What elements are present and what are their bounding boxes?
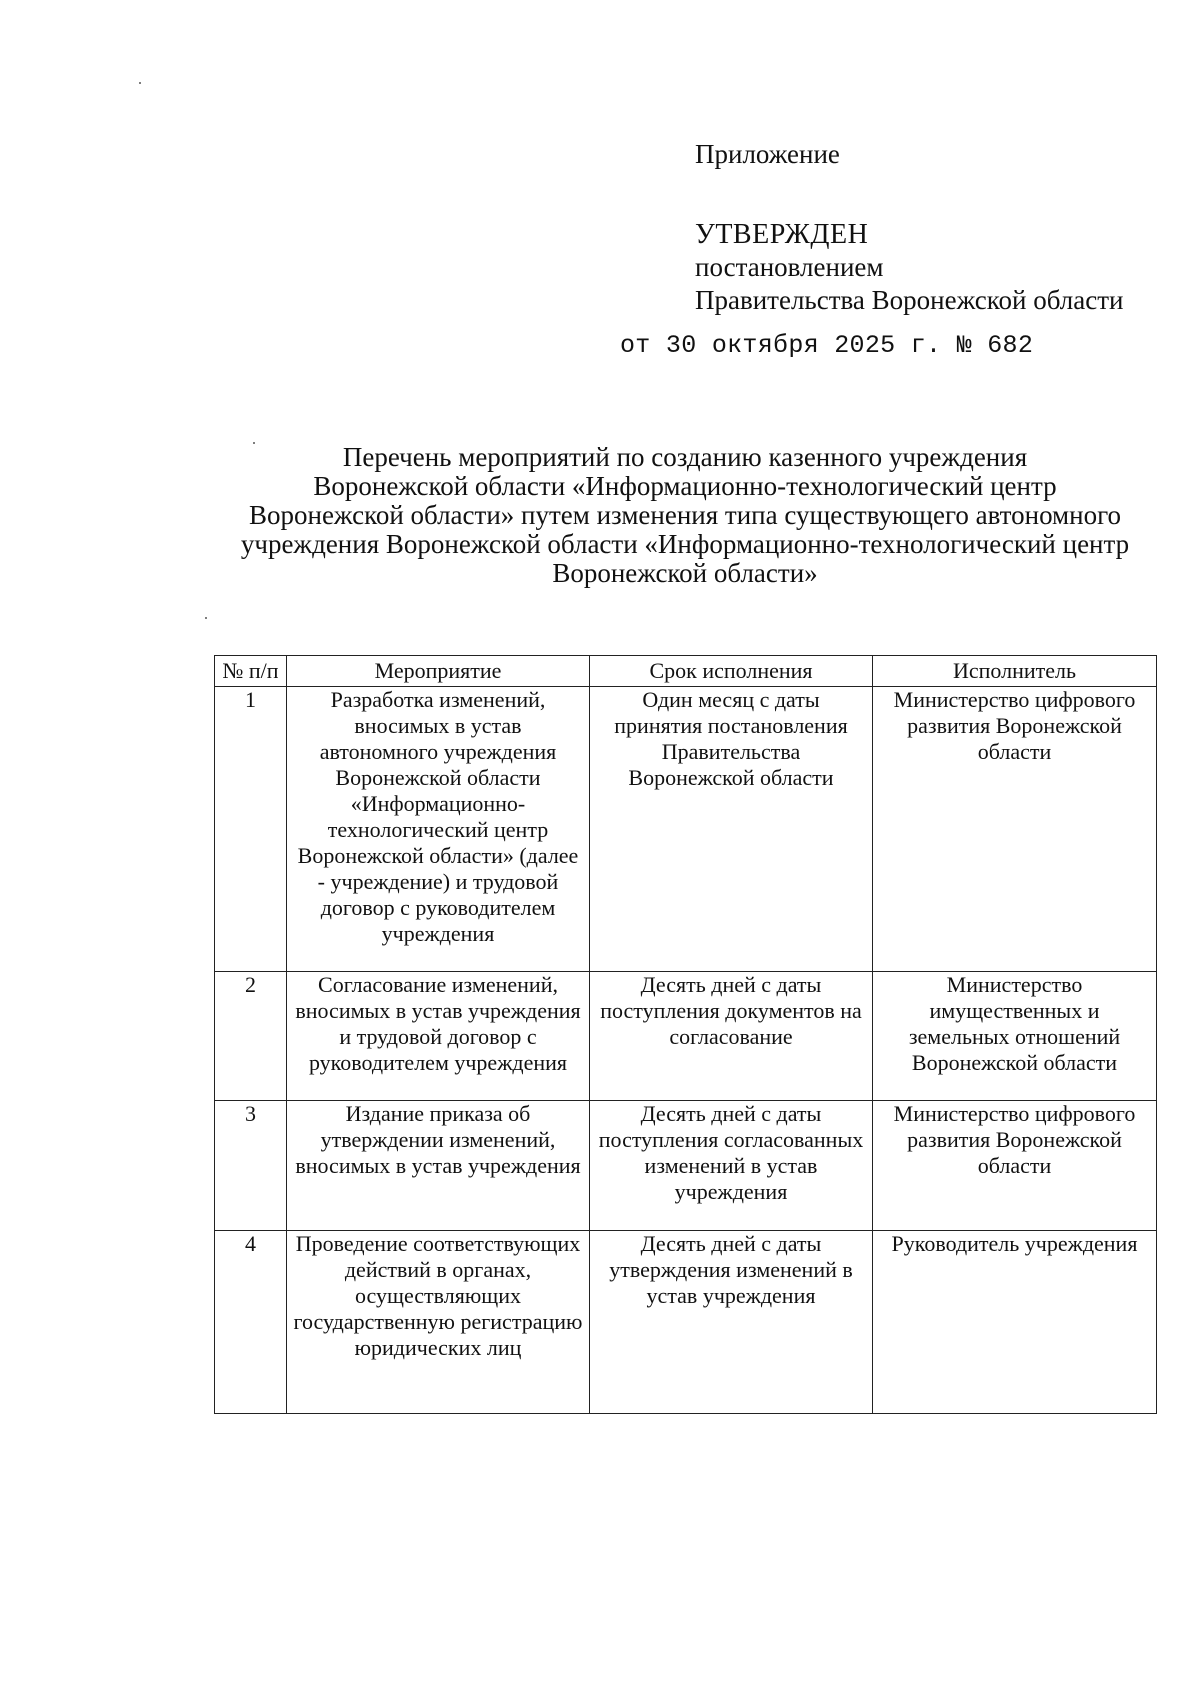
cell-executor: Министерство имущественных и земельных отношений Воронежской области [873, 972, 1157, 1101]
decree-label: постановлением [695, 252, 884, 282]
scan-speck [205, 617, 207, 619]
cell-number: 3 [215, 1101, 287, 1231]
column-header-executor: Исполнитель [873, 656, 1157, 687]
table-row [215, 1101, 1157, 1231]
cell-deadline: Один месяц с даты принятия постановления Правительства Воронежской области [590, 687, 873, 972]
title-line: учреждения Воронежской области «Информационно-технологический центр [240, 529, 1130, 559]
cell-executor: Министерство цифрового развития Воронежской области [873, 687, 1157, 972]
table-row [215, 687, 1157, 972]
cell-executor: Министерство цифрового развития Воронежской области [873, 1101, 1157, 1231]
cell-number: 1 [215, 687, 287, 972]
events-table [214, 655, 1157, 1414]
document-title [210, 443, 1160, 588]
cell-event: Разработка изменений, вносимых в устав автономного учреждения Воронежской области «Информационно-технологический центр Воронежской области» (далее - учреждение) и трудовой договор с руководителем учреждения [287, 687, 590, 972]
cell-executor: Руководитель учреждения [873, 1231, 1157, 1414]
cell-deadline: Десять дней с даты утверждения изменений в устав учреждения [590, 1231, 873, 1414]
column-header-number: № п/п [215, 656, 287, 687]
cell-event: Проведение соответствующих действий в органах, осуществляющих государственную регистрацию юридических лиц [287, 1231, 590, 1414]
appendix-label: Приложение [695, 139, 840, 169]
decree-date-number: от 30 октября 2025 г. № 682 [620, 331, 1034, 360]
cell-number: 2 [215, 972, 287, 1101]
cell-deadline: Десять дней с даты поступления согласованных изменений в устав учреждения [590, 1101, 873, 1231]
cell-deadline: Десять дней с даты поступления документов на согласование [590, 972, 873, 1101]
title-line: Воронежской области» [552, 558, 818, 588]
cell-event: Согласование изменений, вносимых в устав учреждения и трудовой договор с руководителем учреждения [287, 972, 590, 1101]
approved-label: УТВЕРЖДЕН [695, 219, 869, 250]
table-row [215, 972, 1157, 1101]
title-line: Перечень мероприятий по созданию казенного учреждения [342, 442, 1028, 472]
scan-speck [139, 82, 141, 84]
table-header-row [215, 656, 1157, 687]
cell-number: 4 [215, 1231, 287, 1414]
title-line: Воронежской области «Информационно-технологический центр [313, 471, 1057, 501]
approval-header [695, 138, 1165, 317]
title-line: Воронежской области» путем изменения типа существующего автономного [248, 500, 1121, 530]
column-header-deadline: Срок исполнения [590, 656, 873, 687]
government-label: Правительства Воронежской области [695, 285, 1124, 315]
cell-event: Издание приказа об утверждении изменений, вносимых в устав учреждения [287, 1101, 590, 1231]
column-header-event: Мероприятие [287, 656, 590, 687]
table-row [215, 1231, 1157, 1414]
